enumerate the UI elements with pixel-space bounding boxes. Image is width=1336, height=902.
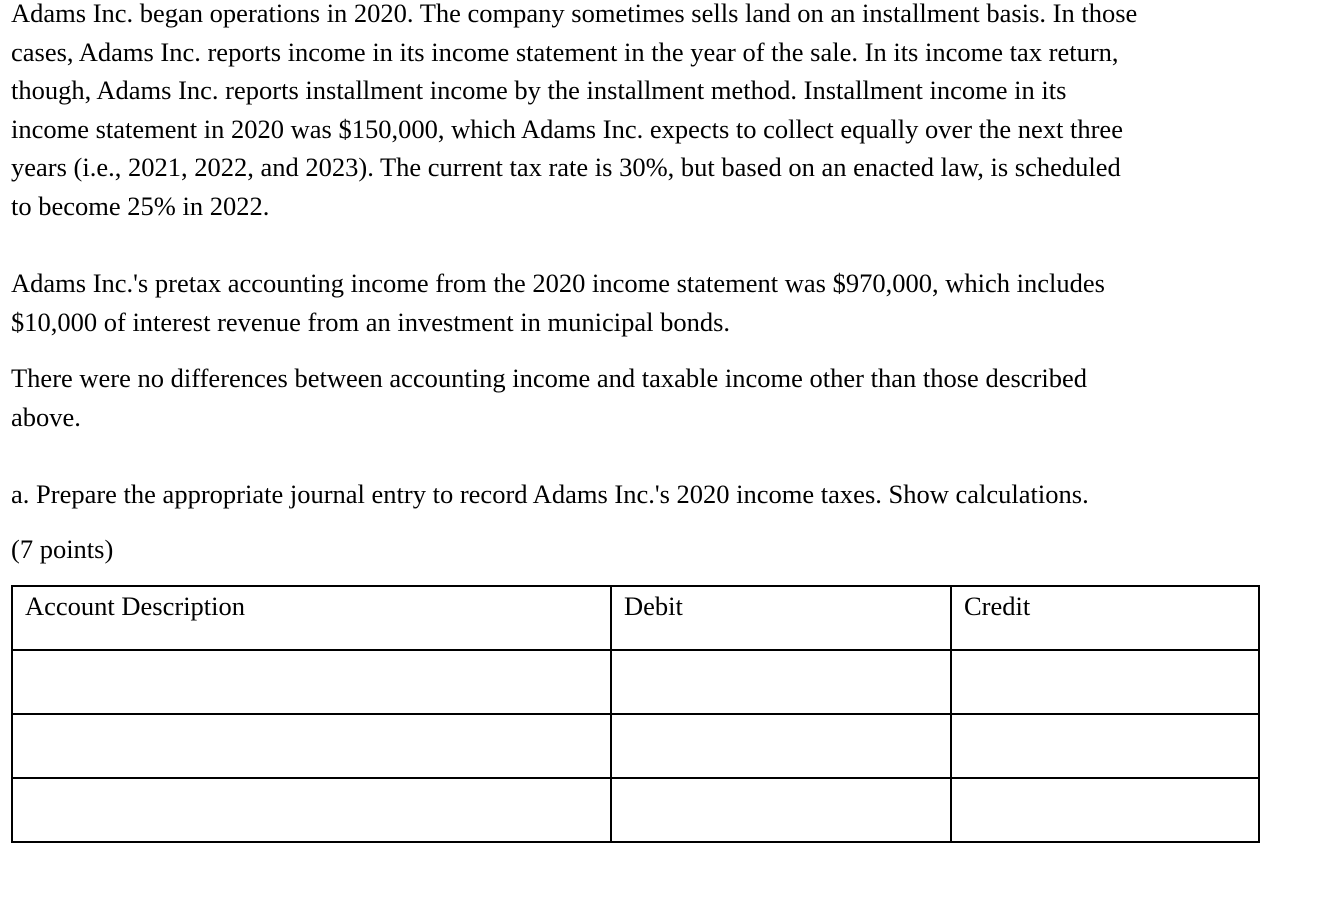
points-label: (7 points): [11, 534, 114, 564]
paragraph-line: There were no differences between accounting income and taxable income other than those described: [11, 363, 1087, 393]
header-credit: Credit: [951, 586, 1259, 650]
paragraph-line: cases, Adams Inc. reports income in its income statement in the year of the sale. In its income tax return,: [11, 36, 1119, 67]
header-account-description: Account Description: [12, 586, 611, 650]
debit-cell[interactable]: [611, 714, 951, 778]
credit-cell[interactable]: [951, 778, 1259, 842]
header-debit: Debit: [611, 586, 951, 650]
paragraph-line: years (i.e., 2021, 2022, and 2023). The current tax rate is 30%, but based on an enacted law, is scheduled: [11, 152, 1121, 183]
account-description-cell[interactable]: [12, 714, 611, 778]
table-row: [12, 714, 1259, 778]
question-text: a. Prepare the appropriate journal entry to record Adams Inc.'s 2020 income taxes. Show calculations.: [11, 479, 1089, 509]
credit-cell[interactable]: [951, 650, 1259, 714]
paragraph-line: income statement in 2020 was $150,000, which Adams Inc. expects to collect equally over the next three: [11, 113, 1123, 144]
paragraph-line: to become 25% in 2022.: [11, 190, 270, 221]
account-description-cell[interactable]: [12, 650, 611, 714]
debit-cell[interactable]: [611, 778, 951, 842]
journal-entry-table: [11, 585, 1260, 843]
table-row: [12, 650, 1259, 714]
problem-paragraph-3: [11, 359, 1087, 436]
paragraph-line: above.: [11, 401, 81, 432]
paragraph-line: Adams Inc. began operations in 2020. The company sometimes sells land on an installment basis. In those: [11, 0, 1138, 28]
credit-cell[interactable]: [951, 714, 1259, 778]
paragraph-line: though, Adams Inc. reports installment income by the installment method. Installment income in its: [11, 75, 1067, 106]
debit-cell[interactable]: [611, 650, 951, 714]
table-row: [12, 778, 1259, 842]
account-description-cell[interactable]: [12, 778, 611, 842]
paragraph-line: $10,000 of interest revenue from an investment in municipal bonds.: [11, 306, 731, 337]
problem-paragraph-2: [11, 264, 1105, 341]
problem-paragraph-1: [11, 0, 1137, 226]
table-header-row: [12, 586, 1259, 650]
paragraph-line: Adams Inc.'s pretax accounting income from the 2020 income statement was $970,000, which includes: [11, 268, 1105, 298]
